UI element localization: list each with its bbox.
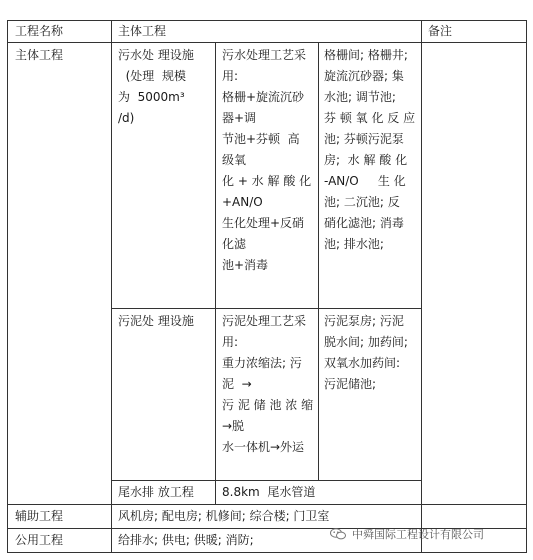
- cell-line: 8.8km 尾水管道: [222, 485, 316, 499]
- wastewater-process-cell: [222, 45, 317, 276]
- table-rule: [7, 552, 527, 553]
- row-label-utility: [15, 530, 63, 551]
- tailwater-detail-cell: [222, 482, 315, 503]
- cell-line: 风机房; 配电房; 机修间; 综合楼; 门卫室: [118, 509, 330, 523]
- header-cell-name: [15, 21, 63, 42]
- watermark-text: 中舜国际工程设计有限公司: [352, 528, 484, 541]
- cell-line: 级氧: [222, 153, 247, 167]
- cell-line: 泥 →: [222, 377, 252, 391]
- cell-line: +AN/O: [222, 195, 263, 209]
- sludge-units-cell: [324, 311, 420, 395]
- cell-line: 化 + 水 解 酸 化: [222, 174, 312, 188]
- cell-line: 污泥储池;: [324, 377, 377, 391]
- sludge-process-cell: [222, 311, 317, 458]
- table-rule: [111, 20, 112, 553]
- cell-line: 芬 顿 氧 化 反 应: [324, 111, 416, 125]
- wechat-icon: [330, 528, 346, 540]
- cell-line: →脱: [222, 419, 245, 433]
- cell-line: (处理 规模: [118, 69, 186, 83]
- cell-line: 污水处 理设施: [118, 48, 194, 62]
- cell-line: 为 5000m³: [118, 90, 185, 104]
- wastewater-units-cell: [324, 45, 420, 255]
- row-label-text: 主体工程: [15, 48, 64, 62]
- cell-line: 格栅+旋流沉砂: [222, 90, 305, 104]
- cell-line: 用:: [222, 69, 239, 83]
- cell-line: 给排水; 供电; 供暖; 消防;: [118, 533, 254, 547]
- wastewater-facility-cell: [118, 45, 213, 129]
- cell-line: 双氧水加药间:: [324, 356, 401, 370]
- cell-line: 用:: [222, 335, 239, 349]
- watermark: [330, 526, 484, 542]
- cell-line: 污水处理工艺采: [222, 48, 307, 62]
- cell-line: 池; 排水池;: [324, 237, 384, 251]
- table-rule: [7, 504, 527, 505]
- cell-line: 重力浓缩法; 污: [222, 356, 302, 370]
- cell-line: -AN/O 生 化: [324, 174, 406, 188]
- table-rule: [111, 308, 421, 309]
- table-rule: [421, 20, 422, 553]
- cell-line: 生化处理+反硝: [222, 216, 305, 230]
- cell-line: 池; 芬顿污泥泵: [324, 132, 404, 146]
- table-rule: [111, 480, 421, 481]
- tailwater-facility-cell: [118, 482, 194, 503]
- cell-line: 器+调: [222, 111, 257, 125]
- cell-line: 污泥泵房; 污泥: [324, 314, 404, 328]
- row-label-text: 公用工程: [15, 533, 64, 547]
- cell-line: 污 泥 储 池 浓 缩: [222, 398, 314, 412]
- cell-line: 水池; 调节池;: [324, 90, 396, 104]
- header-text: 主体工程: [118, 24, 167, 38]
- cell-line: 池+消毒: [222, 258, 269, 272]
- table-rule: [318, 42, 319, 480]
- cell-line: 尾水排 放工程: [118, 485, 194, 499]
- header-cell-remark: [428, 21, 452, 42]
- cell-line: 旋流沉砂器; 集: [324, 69, 404, 83]
- cell-line: /d): [118, 111, 135, 125]
- row-label-main: [15, 45, 63, 66]
- cell-line: 房; 水 解 酸 化: [324, 153, 408, 167]
- utility-detail-cell: [118, 530, 254, 551]
- table-rule: [7, 42, 527, 43]
- table-rule: [526, 20, 527, 553]
- cell-line: 节池+芬顿 高: [222, 132, 300, 146]
- row-label-auxiliary: [15, 506, 63, 527]
- cell-line: 污泥处理工艺采: [222, 314, 307, 328]
- table-rule: [7, 20, 8, 553]
- header-text: 工程名称: [15, 24, 64, 38]
- sludge-facility-cell: [118, 311, 194, 332]
- cell-line: 硝化滤池; 消毒: [324, 216, 404, 230]
- cell-line: 化滤: [222, 237, 247, 251]
- auxiliary-detail-cell: [118, 506, 329, 527]
- header-text: 备注: [428, 24, 453, 38]
- cell-line: 格栅间; 格栅井;: [324, 48, 408, 62]
- cell-line: 污泥处 理设施: [118, 314, 194, 328]
- table-rule: [215, 42, 216, 504]
- cell-line: 池; 二沉池; 反: [324, 195, 400, 209]
- row-label-text: 辅助工程: [15, 509, 64, 523]
- cell-line: 脱水间; 加药间;: [324, 335, 408, 349]
- header-cell-main: [118, 21, 166, 42]
- cell-line: 水一体机→外运: [222, 440, 305, 454]
